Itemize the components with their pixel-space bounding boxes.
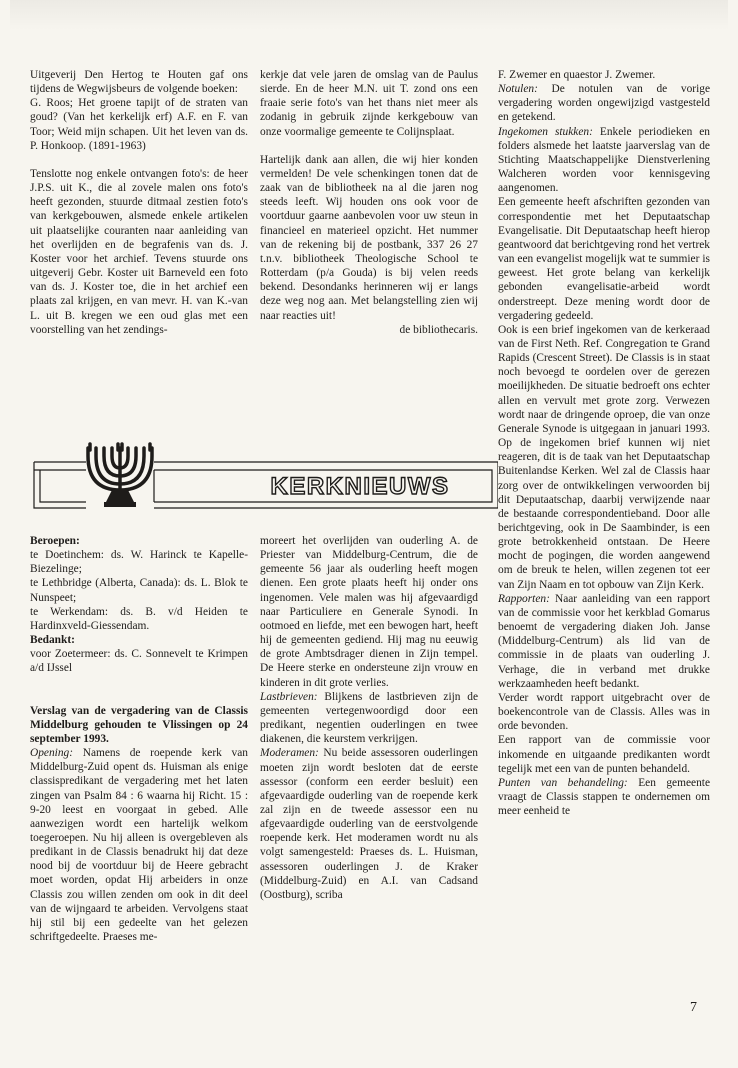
bedankt-item: voor Zoetermeer: ds. C. Sonnevelt te Krimpen a/d IJssel xyxy=(30,648,248,675)
page-top-shadow xyxy=(10,0,728,30)
beroepen-item: te Lethbridge (Alberta, Canada): ds. L. Blok te Nunspeet; xyxy=(30,577,248,604)
paragraph-books: G. Roos; Het groene tapijt of de straten van goud? (Van het kerkelijk erf) A.F. en F. van Toor; Weid mijn schapen. Uit het leven van ds. P. Honkoop. (1891-1963) xyxy=(30,97,248,152)
signature: de bibliothecaris. xyxy=(399,323,478,336)
heading-beroepen: Beroepen: xyxy=(30,535,80,547)
label-opening: Opening: xyxy=(30,747,74,760)
text-lastbrieven: Blijkens de lastbrieven zijn de gemeenten vertegenwoordigd door een predikant, negentien ouderlingen en twee diakenen, die keurstem verkrijgen. xyxy=(260,690,478,746)
column-4 xyxy=(30,534,248,944)
paragraph-thanks: Hartelijk dank aan allen, die wij hier konden vermelden! De vele schenkingen tonen dat de zaak van de bibliotheek na al die jaren nog steeds leeft. Wij houden ons ook voor de voortduur gaarne aanbevolen voor uw steun in financieel en materieel opzicht. Het nummer van de rekening bij de postbank, 337 26 27 t.n.v. bibliotheek Theologische School te Rotterdam (p/a Gouda) is bij velen reeds bekend. Desondanks herinneren wij er langs deze weg nog aan. Met belangstelling zien wij naar reacties uit! xyxy=(260,153,478,322)
label-rapporten: Rapporten: xyxy=(498,592,550,605)
heading-bedankt: Bedankt: xyxy=(30,634,75,647)
page-number: 7 xyxy=(690,1000,697,1015)
label-punten: Punten van behandeling: xyxy=(498,776,628,789)
paragraph-commissie: Een rapport van de commissie voor inkomende en uitgaande predikanten wordt tegelijk met een van de punten behandeld. xyxy=(498,734,710,775)
kerknieuws-banner xyxy=(20,428,498,528)
label-lastbrieven: Lastbrieven: xyxy=(260,690,318,703)
paragraph-photos-part2: kerkje dat vele jaren de omslag van de Paulus sierde. En de heer M.N. uit T. zond ons een fraaie serie foto's van het thans niet meer als zodanig in gebruik zijnde kerkgebouw van onze voormalige gemeente te Colijnsplaat. xyxy=(260,69,478,138)
label-notulen: Notulen: xyxy=(498,83,538,96)
paragraph-grand-rapids: Ook is een brief ingekomen van de kerkeraad van de First Neth. Ref. Congregation te Grand Rapids (Crescent Street). De Classis is in staat noch bevoegd te oordelen over de gerezen moeilijkheden. De situatie bedroeft ons echter allen en vervult met grote zorg. Verwezen wordt naar de dringende oproep, die van onze Generale Synode is uitgegaan in januari 1993. Op de ingekomen brief kunnen wij niet reageren, dit is de taak van het Deputaatschap Buitenlandse Kerken. Wel zal de Classis haar zorg over de ontwikkelingen verwoorden bij dit Deputaatschap, daarbij verwijzende naar de bestaande correspondentieband. Door alle berichtgeving, ook in De Saambinder, is een grote betrokkenheid ontstaan. De Heere mocht de pogingen, die worden aangewend om de breuk te helen, willen zegenen tot eer van Zijn Naam en tot opbouw van Zijn Kerk. xyxy=(498,323,710,591)
paragraph-ingekomen xyxy=(498,125,710,196)
text-rapporten: Naar aanleiding van een rapport van de commissie voor het kerkblad Gomarus benoemt de vergadering diaken Joh. Janse (Middelburg-Centrum) als lid van de commissie in de plaats van ouderling J. Verhage, die in verband met drukke werkzaamheden heeft bedankt. xyxy=(498,592,710,690)
banner-title: KERKNIEUWS xyxy=(270,473,450,500)
paragraph-photos-part1: Tenslotte nog enkele ontvangen foto's: de heer J.P.S. uit K., die al zovele malen ons foto's heeft gezonden, stuurde ditmaal zestien foto's van kerkgebouwen, alsmede enkele artikelen uit plaatselijke couranten naar aanleiding van het overlijden en de begrafenis van ds. J. Koster voor het archief. Tevens stuurde ons uitgeverij Gebr. Koster uit Barneveld een foto van ds. J. Koster toe, die in het archief een plaats zal krijgen, en van mevr. H. van K.-van L. uit B. kregen we een oud glas met een voorstelling van het zendings- xyxy=(30,167,248,336)
label-moderamen: Moderamen: xyxy=(260,747,319,760)
beroepen-item: te Doetinchem: ds. W. Harinck te Kapelle-Biezelinge; xyxy=(30,549,248,576)
verslag-title: Verslag van de vergadering van de Classis Middelburg gehouden te Vlissingen op 24 september 1993. xyxy=(30,704,248,745)
beroepen-item: te Werkendam: ds. B. v/d Heiden te Hardinxveld-Giessendam. xyxy=(30,605,248,632)
paragraph-opening-part1: Opening: Namens de roepende kerk van Middelburg-Zuid opent ds. Huisman als enige classispredikant de vergadering met het laten zingen van Psalm 84 : 6 waarna hij Richt. 15 : 9-20 leest en voorgaat in gebed. Alle aanwezigen wordt een hartelijk welkom toegeroepen. Nu hij alleen is overgebleven als predikant in de Classis benadrukt hij dat deze nood bij de voortduur bij de Heere gebracht moet worden, opdat Hij arbeiders in onze Classis zou willen zenden om ook in dit deel van de wijngaard te arbeiden. Vervolgens staat hij stil bij een gedeelte van het gelezen schriftgedeelte. Praeses me- xyxy=(30,747,248,944)
column-3 xyxy=(498,68,710,818)
text-ingekomen: Enkele periodieken en folders alsmede het laatste jaarverslag van de Stichting Maatschappelijke Dienstverlening Walcheren worden voor kennisgeving aangenomen. xyxy=(498,125,711,195)
paragraph-evangelisatie: Een gemeente heeft afschriften gezonden van correspondentie met het Deputaatschap Evangelisatie. Dit Deputaatschap heeft hierop geantwoord dat berichtgeving rond het vertrek van een evangelist mogelijk wat te summier is geweest. Het grote belang van kerkelijk gebonden evangelisatie-arbeid wordt onderstreept. Deze mening wordt door de vergadering gedeeld. xyxy=(498,196,710,322)
paragraph-punten xyxy=(498,776,710,818)
paragraph-boekencontrole: Verder wordt rapport uitgebracht over de boekencontrole van de Classis. Alles was in orde bevonden. xyxy=(498,691,710,733)
text-punten: Een gemeente vraagt de Classis stappen te ondernemen om meer eenheid te xyxy=(498,776,710,818)
column-1 xyxy=(30,68,248,337)
paragraph-lastbrieven xyxy=(260,690,478,747)
paragraph-rapporten xyxy=(498,592,710,691)
paragraph-intro: Uitgeverij Den Hertog te Houten gaf ons tijdens de Wegwijsbeurs de volgende boeken: xyxy=(30,69,248,96)
column-5 xyxy=(260,534,478,902)
paragraph-opening-part2: moreert het overlijden van ouderling A. de Priester van Middelburg-Centrum, die de gemeente 56 jaar als ouderling heeft mogen dienen. Een grote plaats heeft hij onder ons ingenomen. Vele malen was hij afgevaardigd naar Particuliere en Generale Synodi. In ootmoed en liefde, met een bewogen hart, heeft hij de gemeenten gediend. Hij mag nu eeuwig de grote Ambtsdrager dienen in Zijn tempel. De Heere sterke en ondersteune zijn vrouw en kinderen in dit grote verlies. xyxy=(260,535,478,689)
paragraph-notulen xyxy=(498,82,710,124)
menorah-icon xyxy=(88,444,152,490)
paragraph-moderamen: Moderamen: Nu beide assessoren ouderlingen moeten zijn wordt besloten dat de eerste assessor (conform een eerder besluit) een afgevaardigde ouderling van de roepende kerk zal zijn en de tweede assessor een nu afgevaardigde ouderling van de eerstvolgende roepende kerk. Het moderamen wordt nu als volgt samengesteld: Praeses ds. L. Huisman, assessoren ouderlingen J. de Kraker (Middelburg-Zuid) en A.I. van Cadsand (Oostburg), scriba xyxy=(260,747,478,901)
paragraph-moderamen-cont: F. Zwemer en quaestor J. Zwemer. xyxy=(498,69,656,81)
column-2 xyxy=(260,68,478,337)
text-notulen: De notulen van de vorige vergadering worden ongewijzigd vastgesteld en getekend. xyxy=(498,83,710,124)
label-ingekomen: Ingekomen stukken: xyxy=(498,125,593,138)
